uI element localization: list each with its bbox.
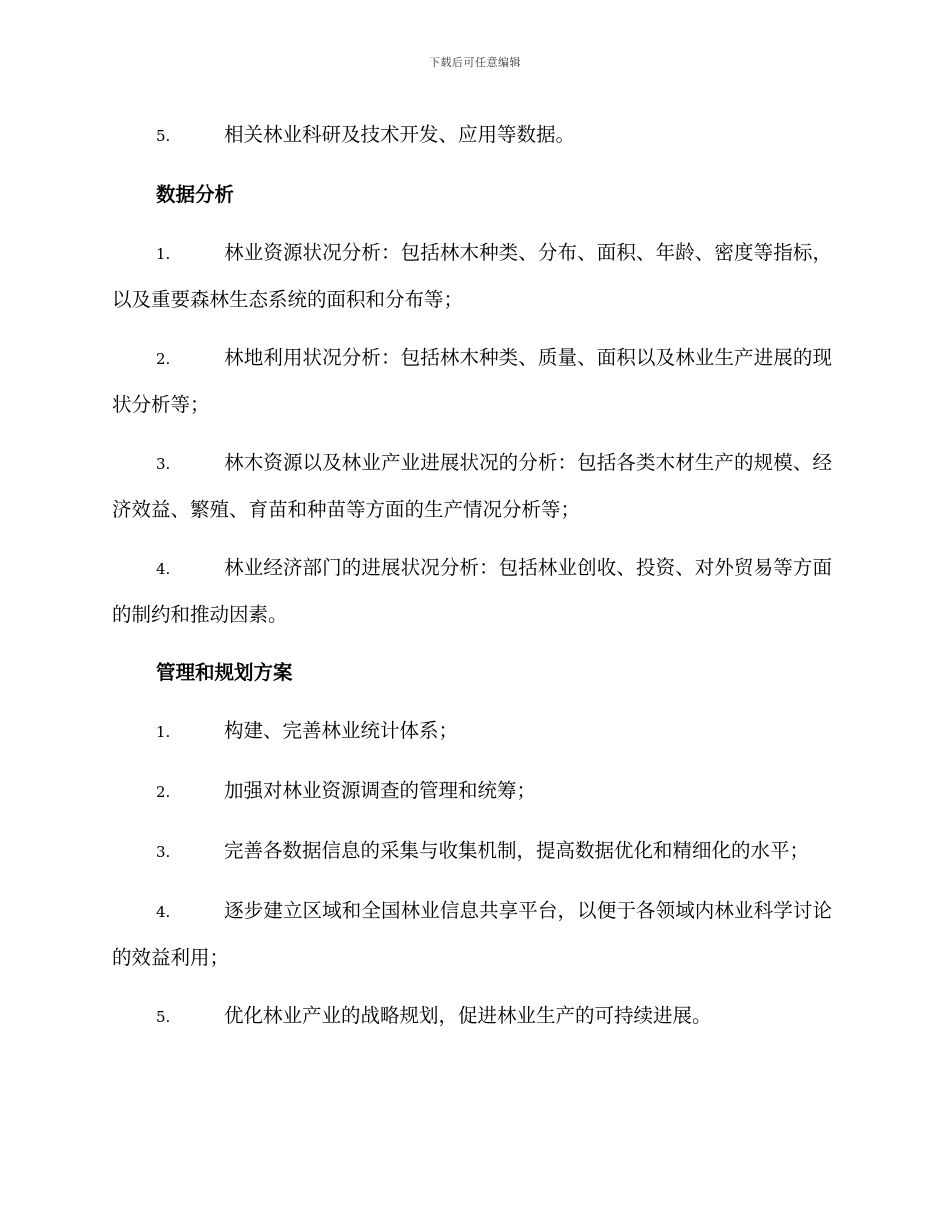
list-item (112, 545, 832, 637)
list-item (112, 888, 832, 980)
list-item-number: 1. (156, 245, 171, 263)
list-item-text: 林业资源状况分析：包括林木种类、分布、面积、年龄、密度等指标，以及重要森林生态系统的面积和分布等； (112, 241, 832, 311)
list-item-number: 2. (156, 350, 171, 368)
list-item (112, 708, 832, 755)
list-item-number: 2. (156, 783, 171, 801)
list-item-number: 3. (156, 843, 171, 861)
list-item-text: 林地利用状况分析：包括林木种类、质量、面积以及林业生产进展的现状分析等； (112, 346, 832, 416)
list-item-number: 5. (156, 1008, 171, 1026)
list-item (112, 230, 832, 322)
list-item-text: 构建、完善林业统计体系； (224, 719, 459, 742)
list-item-text: 林业经济部门的进展状况分析：包括林业创收、投资、对外贸易等方面的制约和推动因素。 (112, 556, 832, 626)
list-item-text: 相关林业科研及技术开发、应用等数据。 (224, 123, 576, 146)
list-item (112, 112, 832, 159)
list-item-text: 加强对林业资源调查的管理和统筹； (224, 779, 537, 802)
list-item-number: 1. (156, 723, 171, 741)
list-item-number: 3. (156, 455, 171, 473)
list-item (112, 828, 832, 875)
list-item-number: 4. (156, 903, 171, 921)
section-heading-data-analysis: 数据分析 (156, 183, 235, 206)
section-heading-management-plan: 管理和规划方案 (156, 661, 293, 684)
list-item-text: 林木资源以及林业产业进展状况的分析：包括各类木材生产的规模、经济效益、繁殖、育苗和种苗等方面的生产情况分析等； (112, 451, 832, 521)
list-item (112, 440, 832, 532)
list-item-number: 4. (156, 560, 171, 578)
list-item (112, 993, 832, 1040)
list-item-number: 5. (156, 127, 171, 145)
document-body (112, 112, 832, 1053)
list-item-text: 完善各数据信息的采集与收集机制，提高数据优化和精细化的水平； (224, 839, 810, 862)
list-item-text: 优化林业产业的战略规划，促进林业生产的可持续进展。 (224, 1004, 712, 1027)
page-header: 下载后可任意编辑 (429, 56, 521, 69)
list-item-text: 逐步建立区域和全国林业信息共享平台，以便于各领域内林业科学讨论的效益利用； (112, 899, 832, 969)
list-item (112, 768, 832, 815)
list-item (112, 335, 832, 427)
